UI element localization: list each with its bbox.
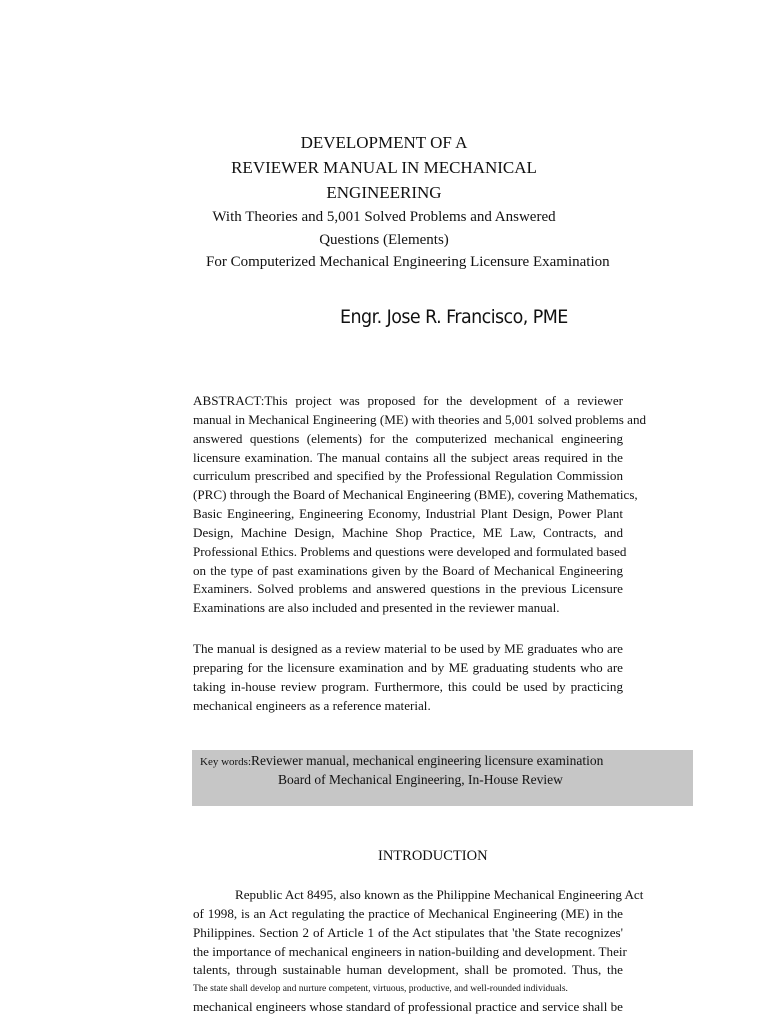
abstract-line: licensure examination. The manual contains all the subject areas required in the bbox=[193, 449, 623, 465]
abstract-line: Design, Machine Design, Machine Shop Practice, ME Law, Contracts, and bbox=[193, 524, 623, 540]
intro-line: Republic Act 8495, also known as the Philippine Mechanical Engineering Act bbox=[235, 887, 644, 902]
intro-line: mechanical engineers whose standard of professional practice and service shall be bbox=[193, 999, 623, 1015]
document-title bbox=[0, 130, 768, 205]
abstract-line: Professional Ethics. Problems and questions were developed and formulated based bbox=[193, 543, 627, 559]
introduction-heading: INTRODUCTION bbox=[378, 848, 488, 864]
author-name: Engr. Jose R. Francisco, PME bbox=[340, 306, 568, 328]
abstract-line: Examinations are also included and presented in the reviewer manual. bbox=[193, 600, 560, 616]
keywords-box bbox=[192, 750, 693, 806]
subtitle-line-2: Questions (Elements) bbox=[319, 232, 449, 248]
keywords-text-2: Board of Mechanical Engineering, In-House Review bbox=[278, 772, 563, 787]
manual-line: The manual is designed as a review material to be used by ME graduates who are bbox=[193, 641, 623, 656]
abstract-line: curriculum prescribed and specified by the Professional Regulation Commission bbox=[193, 468, 623, 484]
abstract-line: Examiners. Solved problems and answered questions in the previous Licensure bbox=[193, 581, 623, 597]
abstract-line: (PRC) through the Board of Mechanical Engineering (BME), covering Mathematics, bbox=[193, 487, 638, 503]
subtitle-block bbox=[194, 206, 574, 252]
abstract-line: on the type of past examinations given by the Board of Mechanical Engineering bbox=[193, 562, 623, 578]
intro-line: Philippines. Section 2 of Article 1 of the Act stipulates that 'the State recognizes' bbox=[193, 924, 623, 940]
title-line-1: DEVELOPMENT OF A bbox=[300, 133, 468, 152]
manual-paragraph bbox=[193, 640, 623, 715]
abstract-line: ABSTRACT:This project was proposed for the development of a reviewer bbox=[193, 393, 623, 408]
subtitle-line-3: For Computerized Mechanical Engineering Licensure Examination bbox=[206, 254, 610, 270]
abstract-line: Basic Engineering, Engineering Economy, Industrial Plant Design, Power Plant bbox=[193, 506, 623, 522]
manual-line: mechanical engineers as a reference material. bbox=[193, 697, 431, 713]
keywords-line-1 bbox=[200, 753, 603, 769]
abstract-line: answered questions (elements) for the computerized mechanical engineering bbox=[193, 430, 623, 446]
keywords-text-1: Reviewer manual, mechanical engineering licensure examination bbox=[251, 753, 604, 768]
abstract-paragraph bbox=[193, 392, 647, 618]
introduction-body bbox=[193, 886, 644, 1017]
intro-line: talents, through sustainable human development, shall be promoted. Thus, the bbox=[193, 962, 623, 978]
title-line-2: REVIEWER MANUAL IN MECHANICAL bbox=[231, 158, 537, 177]
manual-line: preparing for the licensure examination and by ME graduating students who are bbox=[193, 659, 623, 675]
keywords-label: Key words: bbox=[200, 756, 252, 768]
subtitle-line-1: With Theories and 5,001 Solved Problems and Answered bbox=[212, 209, 556, 225]
intro-line: of 1998, is an Act regulating the practice of Mechanical Engineering (ME) in the bbox=[193, 905, 623, 921]
intro-small-line: The state shall develop and nurture competent, virtuous, productive, and well-rounded individuals. bbox=[193, 984, 568, 995]
manual-line: taking in-house review program. Furthermore, this could be used by practicing bbox=[193, 678, 623, 694]
title-line-3: ENGINEERING bbox=[326, 183, 442, 202]
abstract-line: manual in Mechanical Engineering (ME) with theories and 5,001 solved problems and bbox=[193, 411, 647, 427]
intro-line: the importance of mechanical engineers in nation-building and development. Their bbox=[193, 943, 627, 959]
